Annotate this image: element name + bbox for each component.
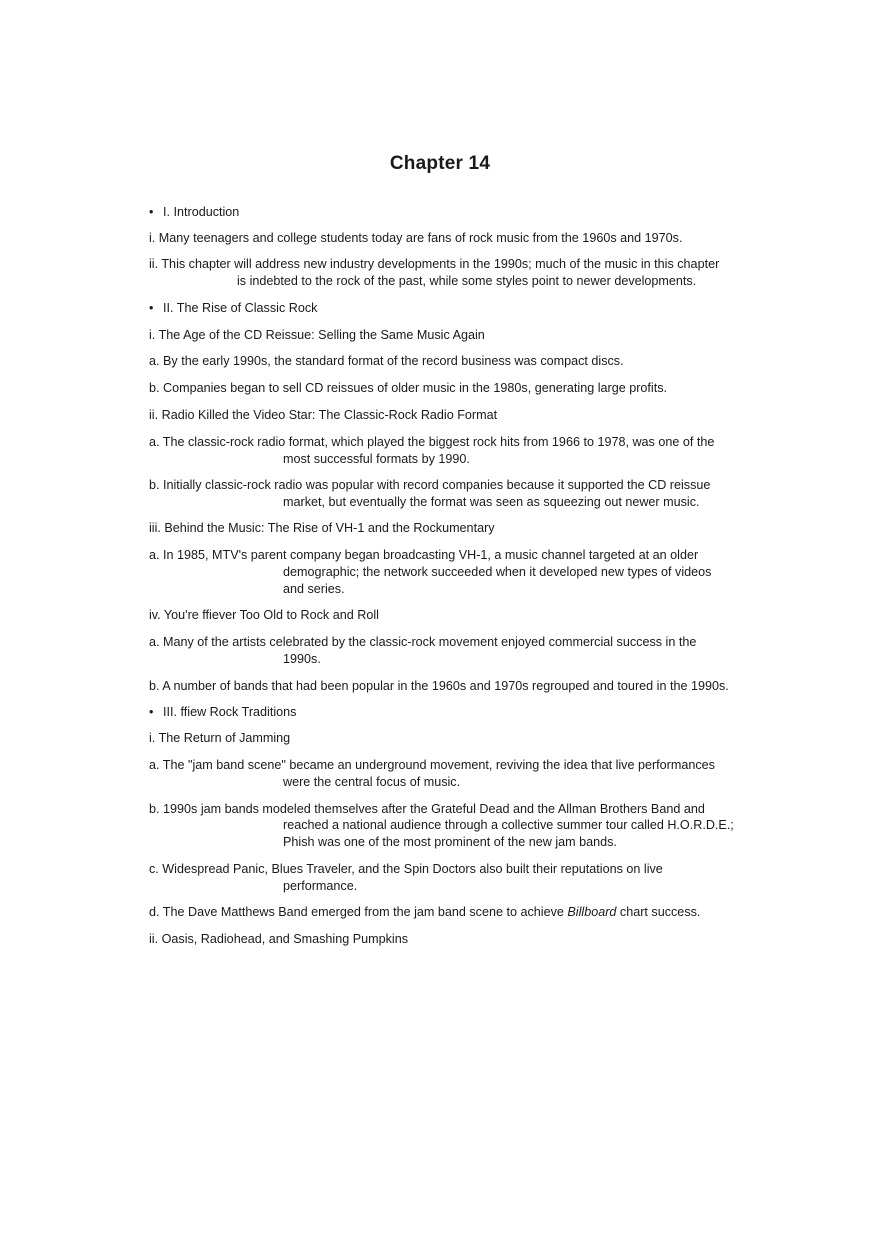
outline-item: c. Widespread Panic, Blues Traveler, and the Spin Doctors also built their reputations on live: [149, 862, 663, 876]
subsection-heading: iii. Behind the Music: The Rise of VH-1 and the Rockumentary: [149, 521, 495, 535]
section-heading: • II. The Rise of Classic Rock: [149, 301, 318, 315]
outline-item: a. Many of the artists celebrated by the classic-rock movement enjoyed commercial success in the: [149, 635, 697, 649]
section-heading: • I. Introduction: [149, 205, 240, 219]
section-heading: • III. ffiew Rock Traditions: [149, 705, 297, 719]
subsection-heading: ii. Radio Killed the Video Star: The Classic-Rock Radio Format: [149, 408, 498, 422]
outline-item: ii. This chapter will address new industry developments in the 1990s; much of the music in this chapter: [149, 257, 720, 271]
outline-item: b. Initially classic-rock radio was popular with record companies because it supported the CD reissue: [149, 478, 711, 492]
outline-item: a. By the early 1990s, the standard format of the record business was compact discs.: [149, 354, 624, 368]
bullet-icon: •: [149, 205, 154, 219]
outline-item: b. A number of bands that had been popular in the 1960s and 1970s regrouped and toured in the 1990s.: [149, 679, 729, 693]
subsection-heading: i. The Return of Jamming: [149, 731, 291, 745]
outline-item: b. 1990s jam bands modeled themselves after the Grateful Dead and the Allman Brothers Band and: [149, 802, 705, 816]
subsection-heading: i. The Age of the CD Reissue: Selling the Same Music Again: [149, 328, 485, 342]
subsection-heading: iv. You're ffiever Too Old to Rock and Roll: [149, 608, 379, 622]
page-title: Chapter 14: [389, 153, 491, 174]
outline-item: a. The classic-rock radio format, which played the biggest rock hits from 1966 to 1978, was one of the: [149, 435, 715, 449]
outline-item-continuation: Phish was one of the most prominent of the new jam bands.: [283, 835, 617, 849]
outline-item-continuation: and series.: [283, 582, 345, 596]
outline-item: a. In 1985, MTV's parent company began broadcasting VH-1, a music channel targeted at an older: [149, 548, 699, 562]
outline-item: a. The "jam band scene" became an underground movement, reviving the idea that live performances: [149, 758, 715, 772]
outline-item: d. The Dave Matthews Band emerged from the jam band scene to achieve Billboard chart success.: [149, 905, 701, 919]
subsection-heading: ii. Oasis, Radiohead, and Smashing Pumpkins: [149, 932, 409, 946]
bullet-icon: •: [149, 301, 154, 315]
outline-item: i. Many teenagers and college students today are fans of rock music from the 1960s and 1970s.: [149, 231, 683, 245]
bullet-icon: •: [149, 705, 154, 719]
outline-item-continuation: is indebted to the rock of the past, while some styles point to newer developments.: [237, 274, 697, 288]
outline-item-continuation: performance.: [283, 879, 358, 893]
outline-item-continuation: demographic; the network succeeded when it developed new types of videos: [283, 565, 712, 579]
outline-item-continuation: reached a national audience through a collective summer tour called H.O.R.D.E.;: [283, 818, 734, 832]
outline-item-continuation: 1990s.: [283, 652, 321, 666]
outline-item-continuation: most successful formats by 1990.: [283, 452, 470, 466]
outline-item-continuation: were the central focus of music.: [283, 775, 461, 789]
outline-item-continuation: market, but eventually the format was seen as squeezing out newer music.: [283, 495, 700, 509]
outline-item: b. Companies began to sell CD reissues of older music in the 1980s, generating large profits.: [149, 381, 668, 395]
italic-title: Billboard: [567, 905, 617, 919]
